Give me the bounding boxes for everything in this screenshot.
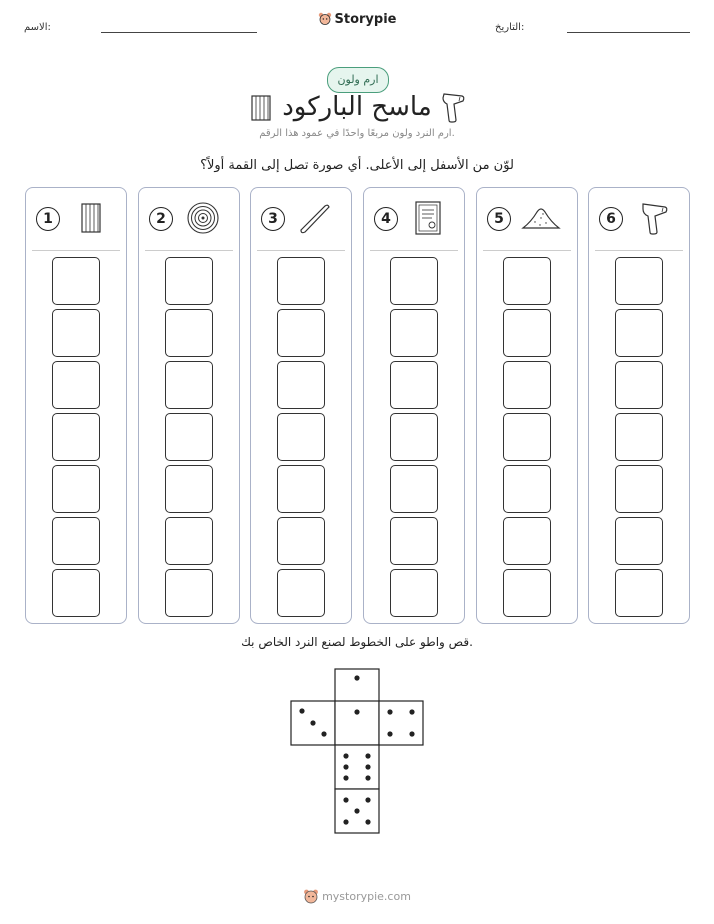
- color-square[interactable]: [503, 309, 551, 357]
- column-divider: [370, 250, 458, 251]
- color-square[interactable]: [390, 413, 438, 461]
- color-square[interactable]: [277, 465, 325, 513]
- brand-name: Storypie: [334, 12, 397, 27]
- color-square[interactable]: [165, 569, 213, 617]
- color-square[interactable]: [615, 517, 663, 565]
- subtitle: ارم النرد ولون مربعًا واحدًا في عمود هذا الرقم.: [259, 128, 455, 139]
- color-square[interactable]: [390, 465, 438, 513]
- color-square[interactable]: [277, 361, 325, 409]
- stick-icon: [295, 200, 335, 236]
- color-square[interactable]: [503, 517, 551, 565]
- color-square[interactable]: [615, 465, 663, 513]
- column-number: 4: [374, 207, 398, 231]
- target-rings-icon: [183, 200, 223, 236]
- color-square[interactable]: [52, 361, 100, 409]
- certificate-icon: [408, 200, 448, 236]
- date-label: التاريخ:: [495, 22, 525, 33]
- color-square[interactable]: [615, 413, 663, 461]
- color-square[interactable]: [277, 413, 325, 461]
- column-divider: [595, 250, 683, 251]
- color-square[interactable]: [503, 413, 551, 461]
- color-square[interactable]: [390, 569, 438, 617]
- column-6: [588, 187, 690, 624]
- color-square[interactable]: [165, 257, 213, 305]
- color-square[interactable]: [52, 413, 100, 461]
- dice-net: [290, 668, 426, 836]
- color-square[interactable]: [165, 361, 213, 409]
- stack-of-cards-icon: [70, 200, 110, 236]
- column-3: [250, 187, 352, 624]
- footer-url[interactable]: mystorypie.com: [322, 890, 411, 903]
- brand-logo: [0, 12, 714, 27]
- column-number: 6: [599, 207, 623, 231]
- column-divider: [145, 250, 233, 251]
- color-square[interactable]: [165, 465, 213, 513]
- name-line: [101, 32, 257, 33]
- roll-and-color-badge: ارم ولون: [327, 67, 389, 93]
- color-square[interactable]: [165, 309, 213, 357]
- column-number: 5: [487, 207, 511, 231]
- color-square[interactable]: [503, 361, 551, 409]
- barcode-scanner-icon: [440, 90, 466, 124]
- column-divider: [257, 250, 345, 251]
- color-square[interactable]: [503, 569, 551, 617]
- color-square[interactable]: [165, 413, 213, 461]
- column-number: 1: [36, 207, 60, 231]
- column-divider: [483, 250, 571, 251]
- column-5: [476, 187, 578, 624]
- color-square[interactable]: [390, 361, 438, 409]
- cut-instruction: قص واطو على الخطوط لصنع النرد الخاص بك.: [241, 635, 473, 649]
- page-title: ماسح الباركود: [282, 92, 432, 122]
- color-square[interactable]: [277, 257, 325, 305]
- color-square[interactable]: [52, 257, 100, 305]
- color-square[interactable]: [277, 517, 325, 565]
- color-square[interactable]: [52, 309, 100, 357]
- column-number: 2: [149, 207, 173, 231]
- color-square[interactable]: [390, 517, 438, 565]
- bear-footer-icon: [303, 888, 319, 904]
- color-square[interactable]: [52, 517, 100, 565]
- column-1: [25, 187, 127, 624]
- color-square[interactable]: [503, 465, 551, 513]
- bear-logo-icon: [318, 12, 332, 25]
- name-label: الاسم:: [24, 22, 51, 33]
- color-square[interactable]: [615, 257, 663, 305]
- column-number: 3: [261, 207, 285, 231]
- color-square[interactable]: [390, 257, 438, 305]
- color-square[interactable]: [277, 309, 325, 357]
- color-square[interactable]: [615, 361, 663, 409]
- color-square[interactable]: [615, 309, 663, 357]
- column-2: [138, 187, 240, 624]
- instruction-text: لوّن من الأسفل إلى الأعلى. أي صورة تصل إلى القمة أولاً؟: [200, 158, 514, 173]
- color-square[interactable]: [52, 569, 100, 617]
- color-square[interactable]: [277, 569, 325, 617]
- sand-pile-icon: [521, 200, 561, 236]
- column-4: [363, 187, 465, 624]
- column-divider: [32, 250, 120, 251]
- color-square[interactable]: [503, 257, 551, 305]
- color-square[interactable]: [52, 465, 100, 513]
- color-square[interactable]: [615, 569, 663, 617]
- date-line: [567, 32, 690, 33]
- barcode-scanner-icon: [633, 200, 673, 236]
- color-square[interactable]: [390, 309, 438, 357]
- footer: [0, 888, 714, 904]
- color-square[interactable]: [165, 517, 213, 565]
